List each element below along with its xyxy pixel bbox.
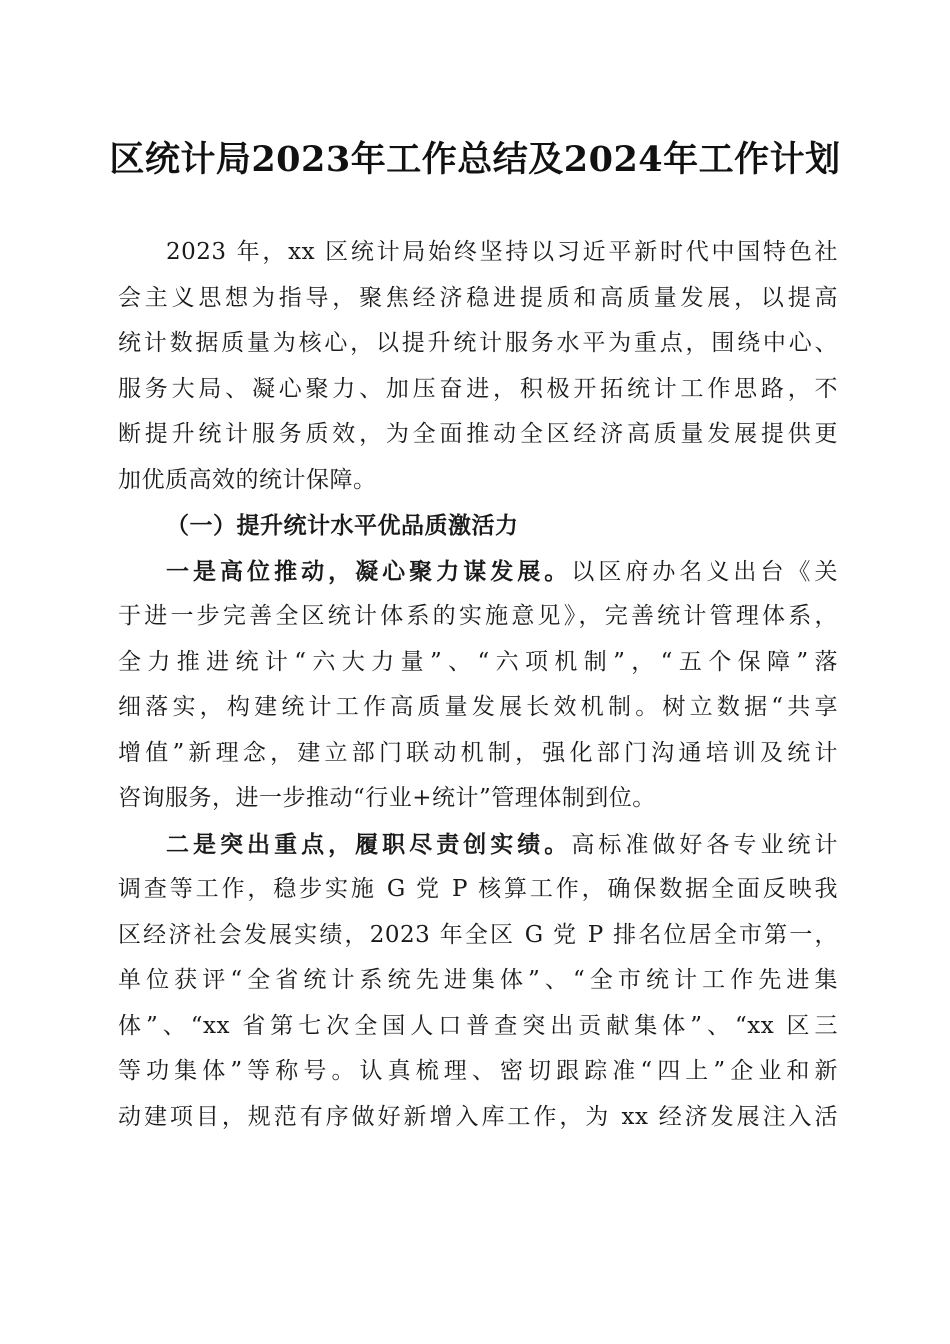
item-one-paragraph [118, 549, 838, 822]
paragraph-line: 2023 年，xx 区统计局始终坚持以习近平新时代中国特色社 [166, 239, 838, 265]
paragraph-line: 服务大局、凝心聚力、加压奋进，积极开拓统计工作思路，不 [118, 375, 838, 402]
document-title: 区统计局2023年工作总结及2024年工作计划 [109, 139, 841, 180]
intro-paragraph [118, 230, 838, 503]
paragraph-line: 统计数据质量为核心，以提升统计服务水平为重点，围绕中心、 [118, 330, 838, 356]
paragraph-line: 全力推进统计“六大力量”、“六项机制”，“五个保障”落 [118, 648, 838, 675]
paragraph-line: 会主义思想为指导，聚焦经济稳进提质和高质量发展，以提高 [118, 284, 838, 311]
paragraph-line: 单位获评“全省统计系统先进集体”、“全市统计工作先进集 [118, 967, 838, 993]
paragraph-line: 等功集体”等称号。认真梳理、密切跟踪准“四上”企业和新 [118, 1058, 838, 1084]
paragraph-line: 区经济社会发展实绩，2023 年全区 G 党 P 排名位居全市第一， [118, 921, 838, 948]
document-body [118, 230, 838, 1140]
paragraph-line [118, 822, 838, 868]
paragraph-line: 咨询服务，进一步推动“行业+统计”管理体制到位。 [118, 785, 656, 811]
paragraph-line: 增值”新理念，建立部门联动机制，强化部门沟通培训及统计 [118, 739, 838, 766]
paragraph-line: 加优质高效的统计保障。 [118, 466, 377, 493]
item-lead: 二是突出重点，履职尽责创实绩。 [166, 830, 572, 858]
paragraph-line: 动建项目，规范有序做好新增入库工作，为 xx 经济发展注入活 [118, 1103, 838, 1130]
paragraph-line: 调查等工作，稳步实施 G 党 P 核算工作，确保数据全面反映我 [118, 876, 838, 902]
item-text: 以区府办名义出台《关 [571, 558, 839, 585]
paragraph-line: 断提升统计服务质效，为全面推动全区经济高质量发展提供更 [118, 421, 838, 447]
paragraph-line: 于进一步完善全区统计体系的实施意见》，完善统计管理体系， [118, 603, 838, 629]
paragraph-line: 细落实，构建统计工作高质量发展长效机制。树立数据“共享 [118, 694, 838, 720]
item-text: 高标准做好各专业统计 [571, 831, 839, 858]
item-two-paragraph [118, 822, 838, 1141]
section-heading: （一）提升统计水平优品质激活力 [166, 512, 519, 539]
paragraph-line: 体”、“xx 省第七次全国人口普查突出贡献集体”、“xx 区三 [118, 1012, 838, 1039]
item-lead: 一是高位推动，凝心聚力谋发展。 [166, 557, 572, 585]
paragraph-line [118, 549, 838, 595]
